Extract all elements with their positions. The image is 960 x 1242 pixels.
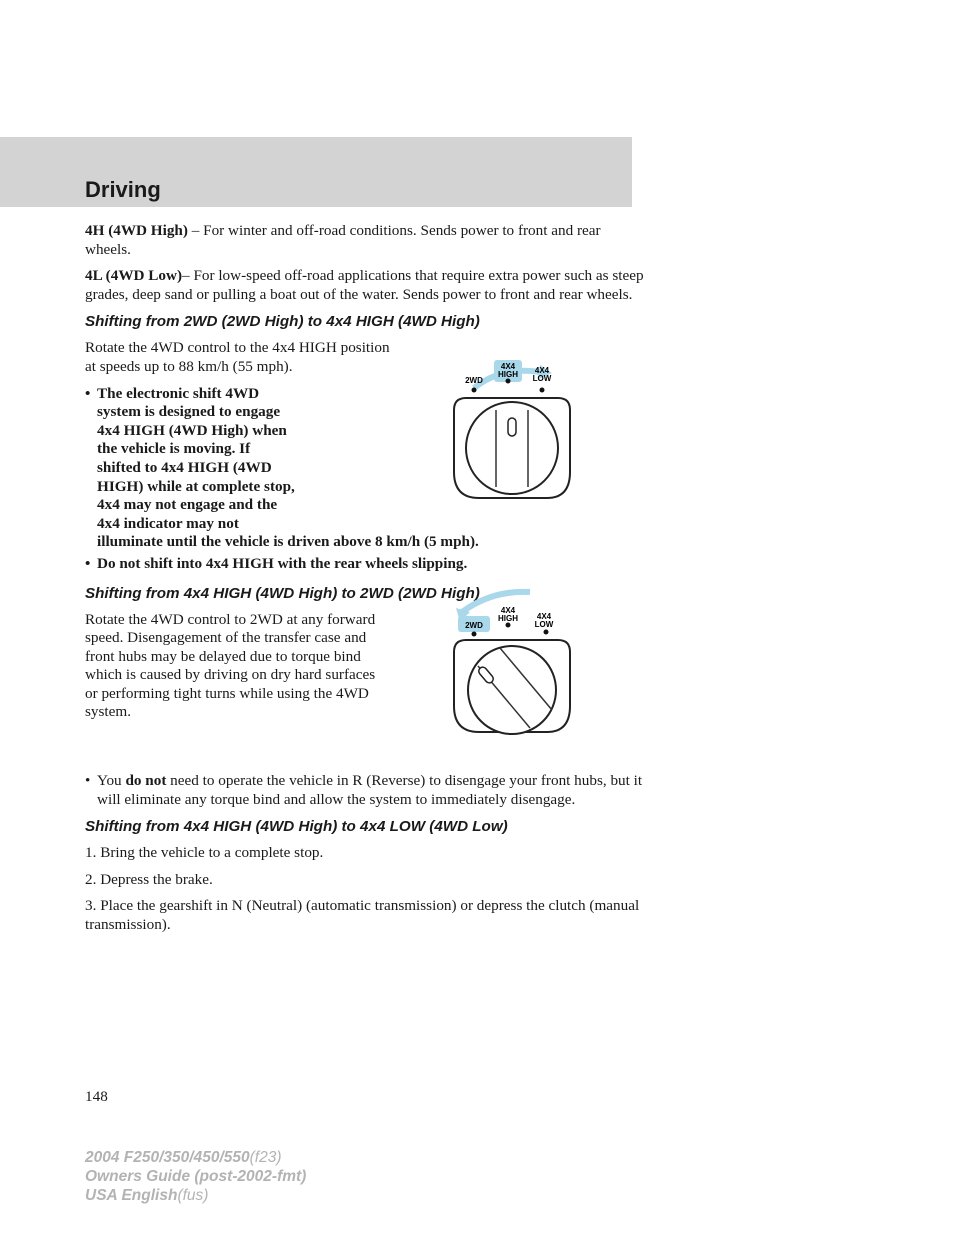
definition-4h <box>85 222 645 259</box>
bullet-text: Do not shift into 4x4 HIGH with the rear wheels slipping. <box>97 554 468 572</box>
page-number: 148 <box>85 1088 108 1105</box>
shift-arrow-icon <box>462 592 530 612</box>
definition-4h-text: – For winter and off-road conditions. Sends power to front and rear wheels. <box>85 222 601 258</box>
label-4x4-low-a: 4X4 <box>534 366 550 375</box>
term-4l: 4L (4WD Low) <box>85 267 183 285</box>
step-2: 2. Depress the brake. <box>85 870 213 888</box>
section1-bullet-2 <box>85 555 645 574</box>
label-2wd: 2WD <box>465 621 483 630</box>
dial-2wd-figure <box>452 586 580 736</box>
label-4x4-high-b: HIGH <box>498 370 518 379</box>
section2-heading: Shifting from 4x4 HIGH (4WD High) to 2WD (2WD High) <box>85 584 480 602</box>
label-4x4-low-b: LOW <box>534 620 554 629</box>
bullet-text: The electronic shift 4WD system is designed to engage 4x4 HIGH (4WD High) when the vehicle is moving. If shifted to 4x4 HIGH (4WD HIGH) while at complete stop, 4x4 may not engage and the 4x4 indicator may not illuminate until the vehicle is driven above 8 km/h (5 mph). <box>97 384 479 551</box>
section3-heading: Shifting from 4x4 HIGH (4WD High) to 4x4 LOW (4WD Low) <box>85 818 508 836</box>
label-4x4-high-a: 4X4 <box>500 606 516 615</box>
dial-pointer <box>508 418 516 436</box>
definition-4l-text: – For low-speed off-road applications that require extra power such as steep grades, deep sand or pulling a boat out of the water. Sends power to front and rear wheels. <box>85 267 644 303</box>
bullet-dot: • <box>85 772 91 790</box>
label-4x4-high-a: 4X4 <box>500 362 516 371</box>
footer-line-1: 2004 F250/350/450/550(f23) <box>85 1149 282 1166</box>
label-4x4-high-b: HIGH <box>498 614 518 623</box>
bullet-text: You do not need to operate the vehicle in R (Reverse) to disengage your front hubs, but it will eliminate any torque bind and allow the system to immediately disengage. <box>97 772 643 808</box>
footer <box>85 1148 306 1205</box>
dial-4x4-high-figure <box>452 360 580 510</box>
section1-heading: Shifting from 2WD (2WD High) to 4x4 HIGH (4WD High) <box>85 313 480 331</box>
footer-line-3: USA English(fus) <box>85 1187 209 1204</box>
term-4h: 4H (4WD High) <box>85 222 188 239</box>
page-content <box>85 222 645 943</box>
label-2wd: 2WD <box>465 376 483 385</box>
step-3: 3. Place the gearshift in N (Neutral) (automatic transmission) or depress the clutch (manual transmission). <box>85 897 640 934</box>
section2-body: Rotate the 4WD control to 2WD at any forward speed. Disengagement of the transfer case and front hubs may be delayed due to torque bind which is caused by driving on dry hard surfaces or performing tight turns while using the 4WD system. <box>85 610 376 721</box>
section1-body: Rotate the 4WD control to the 4x4 HIGH position at speeds up to 88 km/h (55 mph). <box>85 339 390 375</box>
section2-bullet <box>85 772 645 809</box>
dial-knob <box>468 646 556 734</box>
label-4x4-low-b: LOW <box>532 374 552 383</box>
page-section-title: Driving <box>85 177 161 202</box>
label-4x4-low-a: 4X4 <box>536 612 552 621</box>
bullet-dot: • <box>85 384 91 402</box>
step-1: 1. Bring the vehicle to a complete stop. <box>85 844 324 862</box>
bullet-dot: • <box>85 554 91 572</box>
footer-line-2: Owners Guide (post-2002-fmt) <box>85 1168 307 1185</box>
dial-knob <box>466 402 558 494</box>
definition-4l <box>85 267 645 304</box>
